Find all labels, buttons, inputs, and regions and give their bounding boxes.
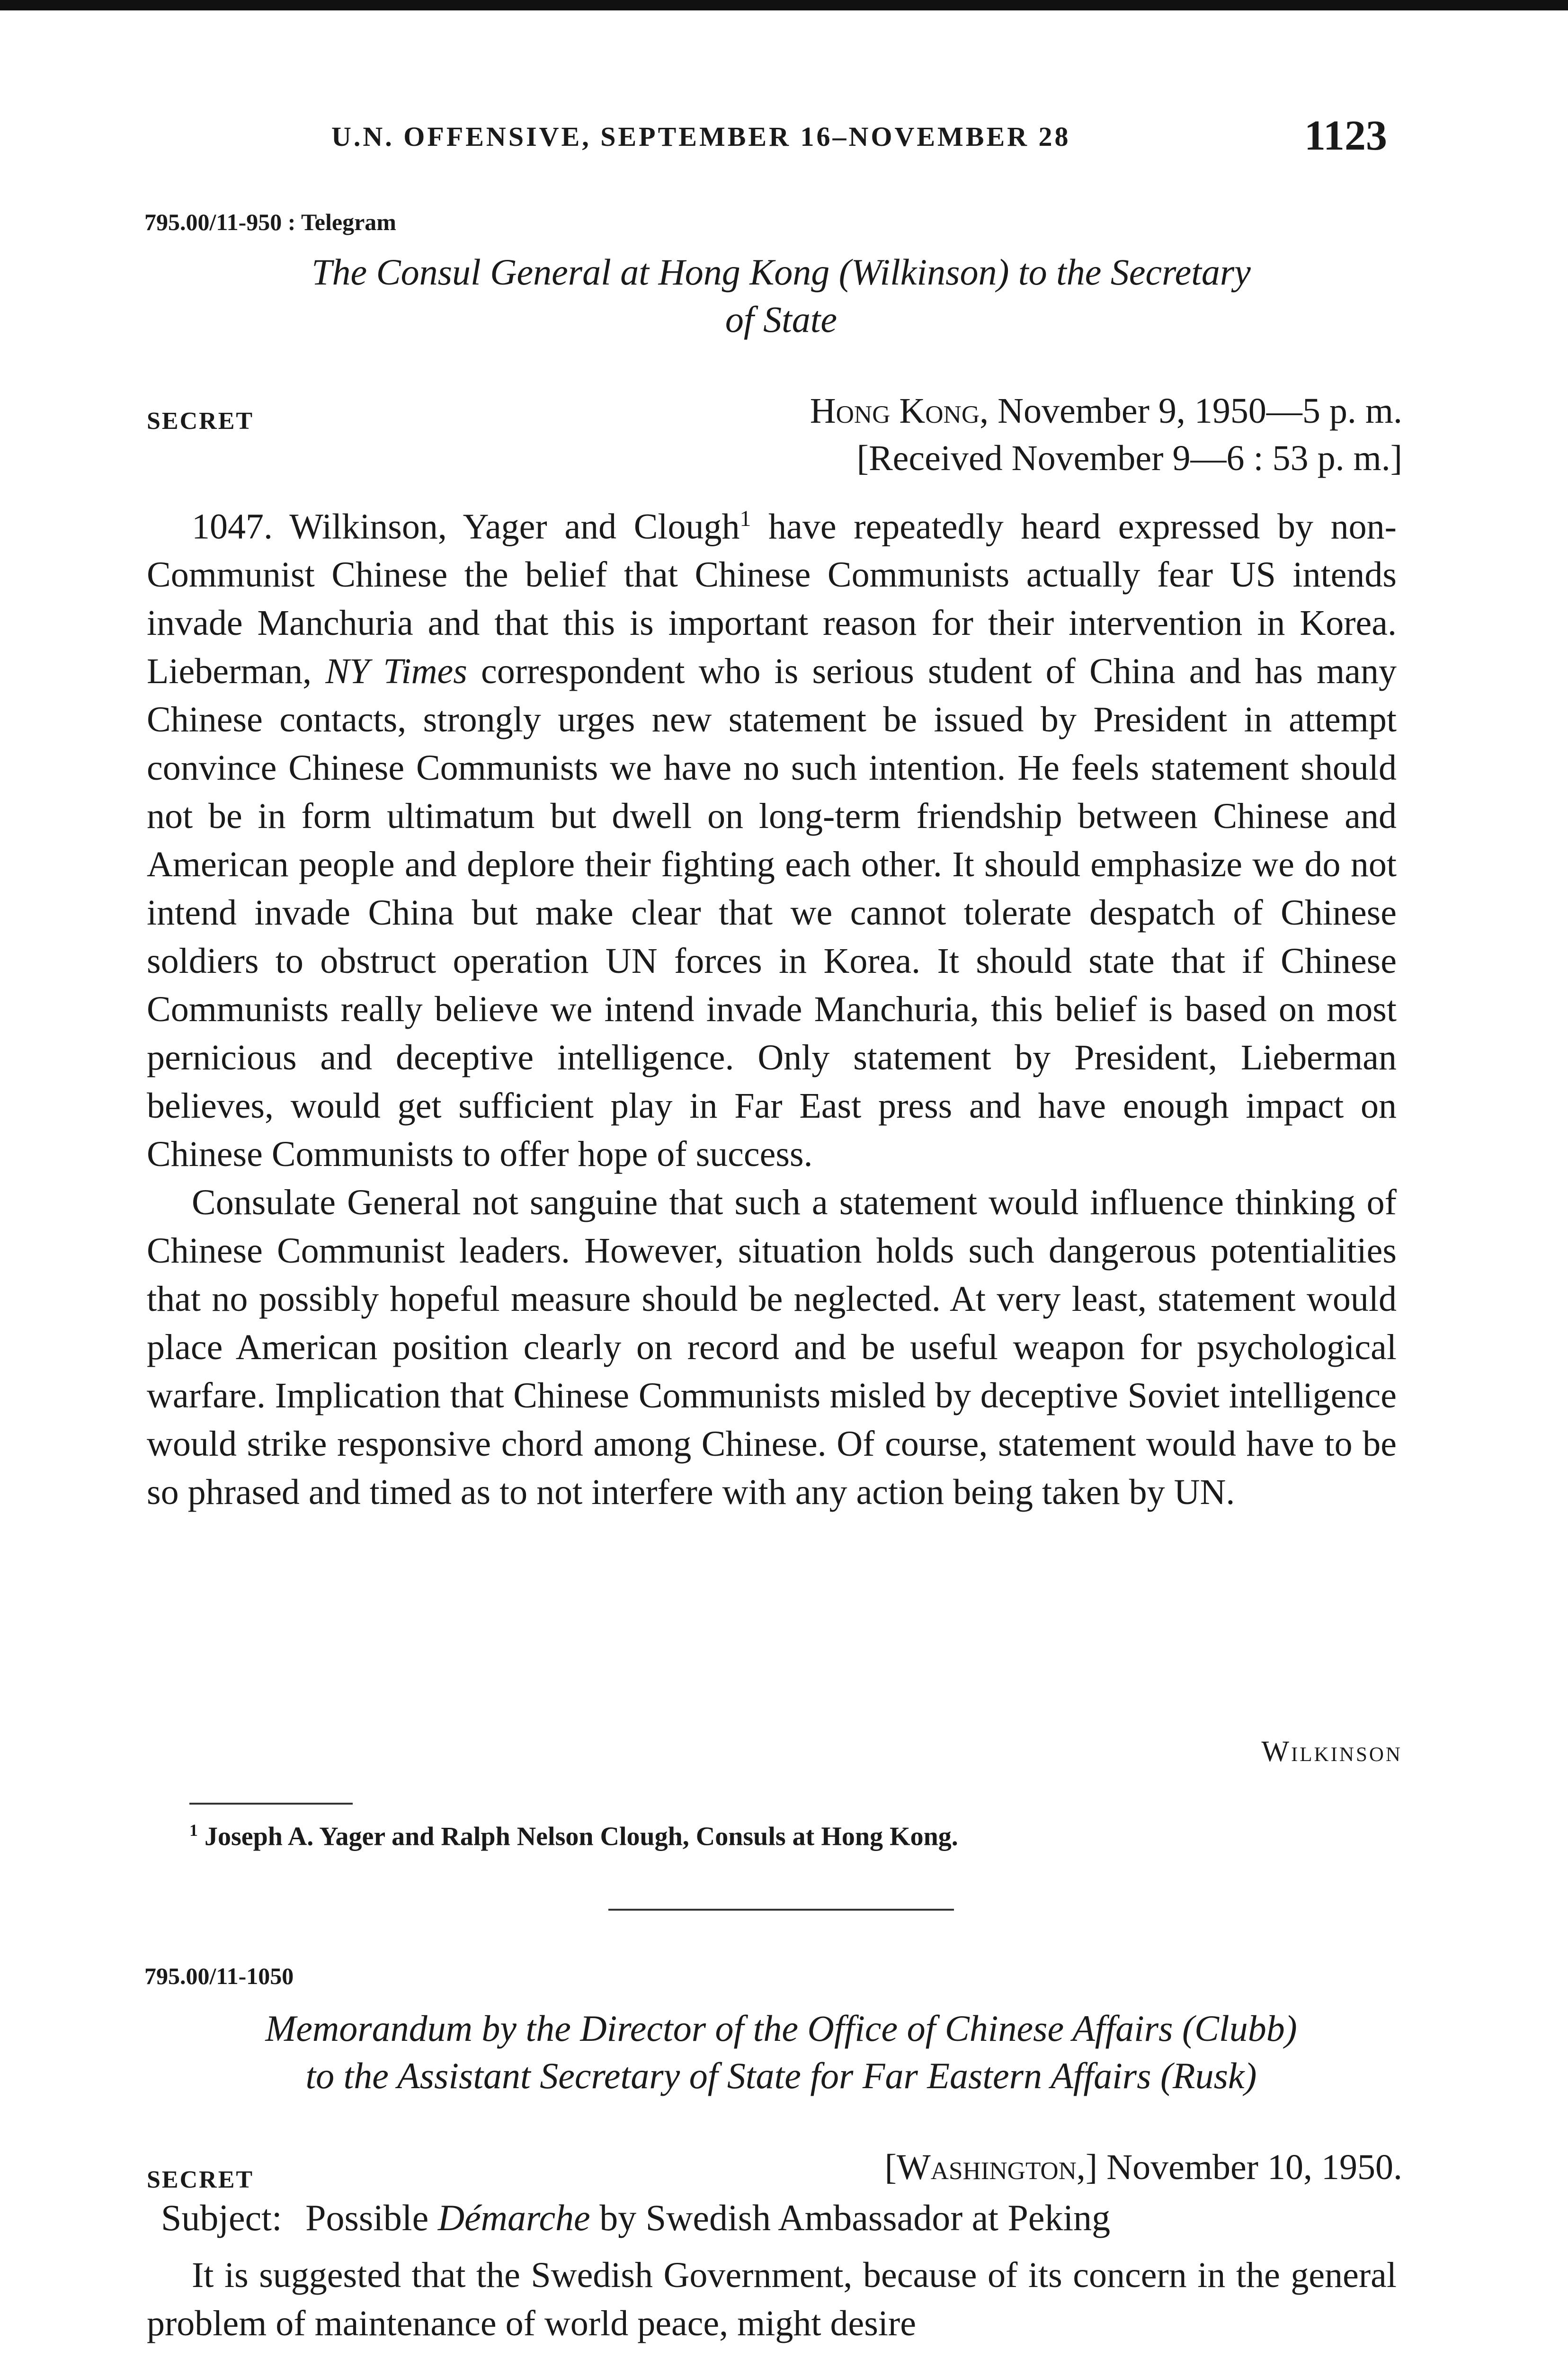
doc1-title-line1: The Consul General at Hong Kong (Wilkinson) to the Secretary: [312, 251, 1251, 293]
doc2-title-line1: Memorandum by the Director of the Office of Chinese Affairs (Clubb): [265, 2008, 1297, 2049]
doc2-title: [142, 2005, 1420, 2100]
running-head: U.N. OFFENSIVE, SEPTEMBER 16–NOVEMBER 28: [331, 121, 1071, 152]
footnote-mark: 1: [189, 1821, 198, 1840]
doc1-title-line2: of State: [725, 299, 837, 340]
doc1-received: [Received November 9—6 : 53 p. m.]: [856, 438, 1402, 478]
doc2-paragraph-1: It is suggested that the Swedish Government, because of its concern in the general problem of maintenance of world peace, might desire: [147, 2255, 1397, 2343]
doc2-body: [147, 2251, 1397, 2348]
newspaper-name: NY Times: [325, 651, 467, 692]
doc1-signature: Wilkinson: [1261, 1735, 1402, 1768]
subject-label: Subject:: [161, 2197, 282, 2238]
subject-demarche: Démarche: [437, 2197, 590, 2238]
footnote-reference: 1: [739, 506, 751, 531]
doc1-dateline: [810, 391, 1402, 432]
doc1-title: [142, 249, 1420, 343]
doc1-date: November 9, 1950—5 p. m.: [998, 391, 1402, 431]
doc2-place: [Washington,]: [884, 2147, 1098, 2187]
subject-text-a: Possible: [305, 2197, 438, 2238]
doc2-title-line2: to the Assistant Secretary of State for Far Eastern Affairs (Rusk): [305, 2055, 1257, 2096]
page-number: 1123: [1304, 112, 1388, 159]
doc1-paragraph-1: [147, 495, 1397, 1178]
doc2-dateline: [885, 2147, 1402, 2188]
footnote-text: Joseph A. Yager and Ralph Nelson Clough, Consuls at Hong Kong.: [198, 1822, 958, 1851]
doc1-place: Hong Kong,: [810, 391, 989, 431]
doc1-body: [147, 495, 1397, 1516]
doc1-para1-part-b: have repeatedly heard expressed by non-Communist Chinese the belief that Chinese Communists actually fear US intends invade Manchuria and that this is important reason for their intervention in Korea. Lieberman,: [147, 507, 1397, 692]
doc1-para1-part-a: 1047. Wilkinson, Yager and Clough: [192, 507, 740, 547]
doc2-subject-line: [161, 2197, 1110, 2239]
footnote-rule: [189, 1803, 353, 1805]
doc1-paragraph-2: Consulate General not sanguine that such a statement would influence thinking of Chinese Communist leaders. However, situation holds such dangerous potentialities that no possibly hopeful measure should be neglected. At very least, statement would place American position clearly on record and be useful weapon for psychological warfare. Implication that Chinese Communists misled by deceptive Soviet intelligence would strike responsive chord among Chinese. Of course, statement would have to be so phrased and timed as to not interfere with any action being taken by UN.: [147, 1183, 1397, 1513]
doc2-classification: SECRET: [147, 2166, 254, 2193]
doc1-file-reference: 795.00/11-950 : Telegram: [144, 209, 396, 235]
document-separator-rule: [608, 1909, 954, 1911]
doc2-file-reference: 795.00/11-1050: [144, 1963, 294, 1989]
doc2-date: November 10, 1950.: [1106, 2147, 1402, 2187]
doc1-classification: SECRET: [147, 408, 254, 435]
subject-text-b: by Swedish Ambassador at Peking: [590, 2197, 1111, 2238]
doc1-para1-part-c: correspondent who is serious student of China and has many Chinese contacts, strongly urges new statement be issued by President in attempt convince Chinese Communists we have no such intention. He feels statement should not be in form ultimatum but dwell on long-term friendship between Chinese and American people and deplore their fighting each other. It should emphasize we do not intend invade China but make clear that we cannot tolerate despatch of Chinese soldiers to obstruct operation UN forces in Korea. It should state that if Chinese Communists really believe we intend invade Manchuria, this belief is based on most pernicious and deceptive intelligence. Only statement by President, Lieberman believes, would get sufficient play in Far East press and have enough impact on Chinese Communists to offer hope of success.: [147, 651, 1397, 1175]
footnote: [189, 1820, 958, 1852]
